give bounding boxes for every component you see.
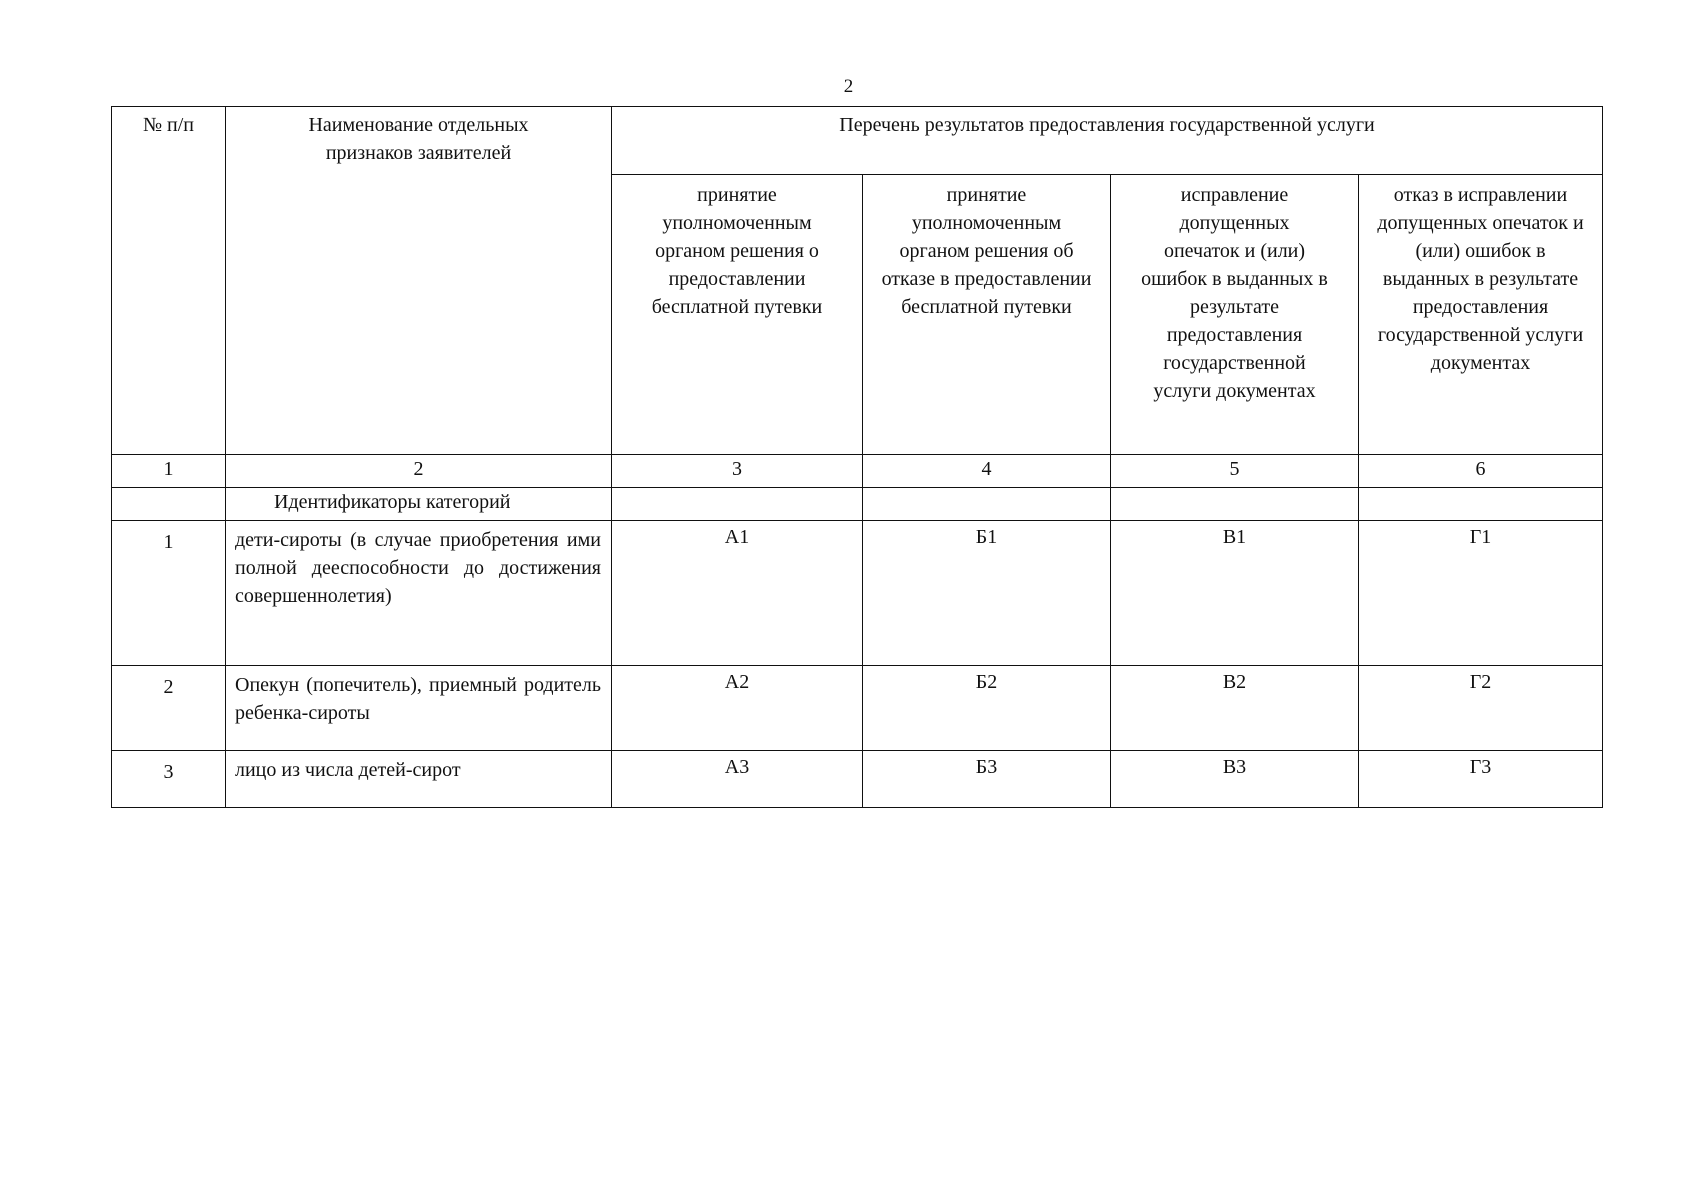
header-result-col-6 (1359, 175, 1603, 455)
row-number: 2 (112, 666, 226, 751)
category-code: Г2 (1359, 666, 1603, 751)
category-code: Б1 (863, 521, 1111, 666)
row-number: 3 (112, 751, 226, 808)
header-result-col-4 (863, 175, 1111, 455)
category-code: Г1 (1359, 521, 1603, 666)
empty-cell (112, 488, 226, 521)
header-col-name (226, 107, 612, 455)
header-result-col-4-text: принятие уполномоченным органом решения об отказе в предоставлении бесплатной путевки (881, 184, 1092, 318)
category-code: В3 (1111, 751, 1359, 808)
applicant-category-name: Опекун (попечитель), приемный родитель ребенка-сироты (226, 666, 612, 751)
category-code: А1 (612, 521, 863, 666)
applicant-categories-table (111, 106, 1603, 808)
category-code: А3 (612, 751, 863, 808)
applicant-category-name: дети-сироты (в случае приобретения ими полной дееспособности до достижения совершеннолетия) (226, 521, 612, 666)
identifiers-row (112, 488, 1603, 521)
category-code: А2 (612, 666, 863, 751)
header-result-col-6-text: отказ в исправлении допущенных опечаток и (или) ошибок в выданных в результате предоставления государственной услуги документах (1377, 184, 1584, 374)
row-number: 1 (112, 521, 226, 666)
header-result-col-5-text: исправление допущенных опечаток и (или) ошибок в выданных в результате предоставления государственной услуги документах (1141, 184, 1328, 402)
page-number: 2 (843, 76, 854, 97)
identifiers-label: Идентификаторы категорий (226, 488, 612, 521)
column-number: 4 (863, 455, 1111, 488)
header-results-title: Перечень результатов предоставления государственной услуги (612, 107, 1603, 175)
column-number: 1 (112, 455, 226, 488)
category-code: Г3 (1359, 751, 1603, 808)
column-numbers-row (112, 455, 1603, 488)
empty-cell (1111, 488, 1359, 521)
empty-cell (1359, 488, 1603, 521)
category-code: В1 (1111, 521, 1359, 666)
header-row (112, 107, 1603, 175)
table-row (112, 521, 1603, 666)
empty-cell (863, 488, 1111, 521)
column-number: 2 (226, 455, 612, 488)
applicant-category-name: лицо из числа детей-сирот (226, 751, 612, 808)
column-number: 3 (612, 455, 863, 488)
category-code: В2 (1111, 666, 1359, 751)
column-number: 5 (1111, 455, 1359, 488)
category-code: Б2 (863, 666, 1111, 751)
table-row (112, 666, 1603, 751)
header-result-col-3 (612, 175, 863, 455)
category-code: Б3 (863, 751, 1111, 808)
table-row (112, 751, 1603, 808)
empty-cell (612, 488, 863, 521)
header-col-name-text: Наименование отдельных признаков заявителей (308, 114, 529, 164)
header-col-num: № п/п (112, 107, 226, 455)
column-number: 6 (1359, 455, 1603, 488)
header-result-col-5 (1111, 175, 1359, 455)
header-result-col-3-text: принятие уполномоченным органом решения о предоставлении бесплатной путевки (651, 184, 823, 318)
